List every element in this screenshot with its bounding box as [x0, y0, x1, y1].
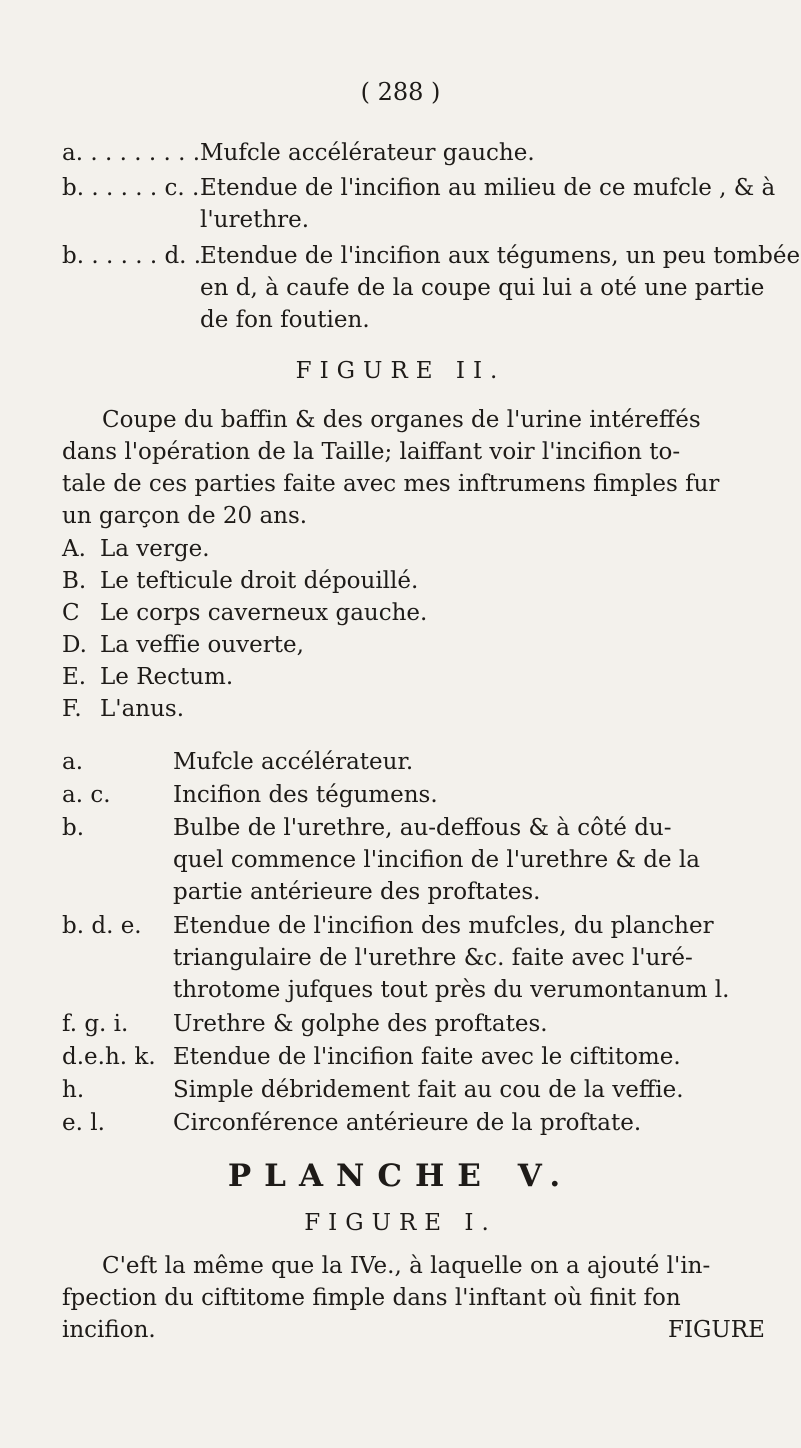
legend-text: Bulbe de l'urethre, au-deffous & à côté du-: [173, 815, 672, 841]
legend-label: b.: [62, 815, 85, 841]
legend-text: Mufcle accélérateur gauche.: [200, 140, 535, 166]
legend-label: f. g. i.: [62, 1011, 129, 1037]
paragraph-line: fpection du ciftitome fimple dans l'inftant où finit fon: [62, 1285, 681, 1311]
legend-label: a. c.: [62, 782, 111, 808]
legend-label: a. . . . . . . . .: [62, 140, 200, 166]
legend-entry: [62, 1074, 782, 1106]
legend-entry: [62, 172, 782, 236]
legend-label: b. . . . . . d. .: [62, 243, 202, 269]
legend-entry: [62, 629, 662, 661]
legend-entry: [62, 240, 801, 336]
legend-text: Etendue de l'incifion au milieu de ce mufcle , & à: [200, 175, 776, 201]
legend-label: e. l.: [62, 1110, 105, 1136]
legend-entry: [62, 661, 662, 693]
legend-entry: [62, 910, 782, 1006]
legend-label: B.: [62, 568, 87, 594]
legend-text: triangulaire de l'urethre &c. faite avec l'uré-: [173, 945, 693, 971]
legend-label: F.: [62, 696, 82, 722]
figure-heading: FIGURE I.: [304, 1210, 497, 1236]
legend-text: l'urethre.: [200, 207, 310, 233]
legend-entry: [62, 693, 662, 725]
legend-text: en d, à caufe de la coupe qui lui a oté une partie: [200, 275, 765, 301]
legend-entry: [62, 565, 662, 597]
figure-heading: FIGURE II.: [295, 358, 506, 384]
legend-entry: [62, 779, 782, 811]
legend-text: Etendue de l'incifion faite avec le ciftitome.: [173, 1044, 681, 1070]
legend-label: D.: [62, 632, 87, 658]
legend-entry: [62, 137, 782, 169]
legend-text: Simple débridement fait au cou de la veffie.: [173, 1077, 684, 1103]
legend-label: C: [62, 600, 80, 626]
legend-text: Mufcle accélérateur.: [173, 749, 414, 775]
legend-entry: [62, 1041, 782, 1073]
legend-text: La verge.: [100, 536, 210, 562]
legend-text: Le tefticule droit dépouillé.: [100, 568, 419, 594]
paragraph-line: tale de ces parties faite avec mes inftrumens fimples fur: [62, 471, 720, 497]
legend-entry: [62, 597, 662, 629]
paragraph-line: dans l'opération de la Taille; laiffant voir l'incifion to-: [62, 439, 681, 465]
legend-text: de fon foutien.: [200, 307, 370, 333]
legend-entry: [62, 1107, 782, 1139]
legend-text: partie antérieure des proftates.: [173, 879, 541, 905]
legend-text: La veffie ouverte,: [100, 632, 304, 658]
legend-text: Le Rectum.: [100, 664, 234, 690]
legend-label: b. . . . . . c. .: [62, 175, 200, 201]
legend-entry: [62, 1008, 782, 1040]
legend-entry: [62, 533, 662, 565]
paragraph-line: un garçon de 20 ans.: [62, 503, 308, 529]
legend-label: a.: [62, 749, 84, 775]
legend-text: Urethre & golphe des proftates.: [173, 1011, 548, 1037]
legend-text: Circonférence antérieure de la proftate.: [173, 1110, 642, 1136]
legend-label: h.: [62, 1077, 85, 1103]
legend-text: L'anus.: [100, 696, 185, 722]
legend-text: Etendue de l'incifion aux tégumens, un peu tombée: [200, 243, 801, 269]
legend-label: E.: [62, 664, 87, 690]
legend-label: d.e.h. k.: [62, 1044, 156, 1070]
legend-text: quel commence l'incifion de l'urethre & de la: [173, 847, 701, 873]
page-number: ( 288 ): [360, 78, 441, 106]
legend-text: Incifion des tégumens.: [173, 782, 438, 808]
plate-heading: PLANCHE V.: [227, 1158, 574, 1194]
catchword: FIGURE: [668, 1317, 765, 1343]
paragraph-line: incifion.: [62, 1317, 156, 1343]
legend-entry: [62, 746, 782, 778]
legend-text: throtome jufques tout près du verumontanum l.: [173, 977, 730, 1003]
paragraph-line: Coupe du baffin & des organes de l'urine intéreffés: [102, 407, 701, 433]
legend-label: b. d. e.: [62, 913, 142, 939]
paragraph-line: C'eft la même que la IVe., à laquelle on a ajouté l'in-: [102, 1253, 711, 1279]
legend-entry: [62, 812, 782, 908]
legend-label: A.: [62, 536, 86, 562]
legend-text: Le corps caverneux gauche.: [100, 600, 428, 626]
legend-text: Etendue de l'incifion des mufcles, du plancher: [173, 913, 714, 939]
